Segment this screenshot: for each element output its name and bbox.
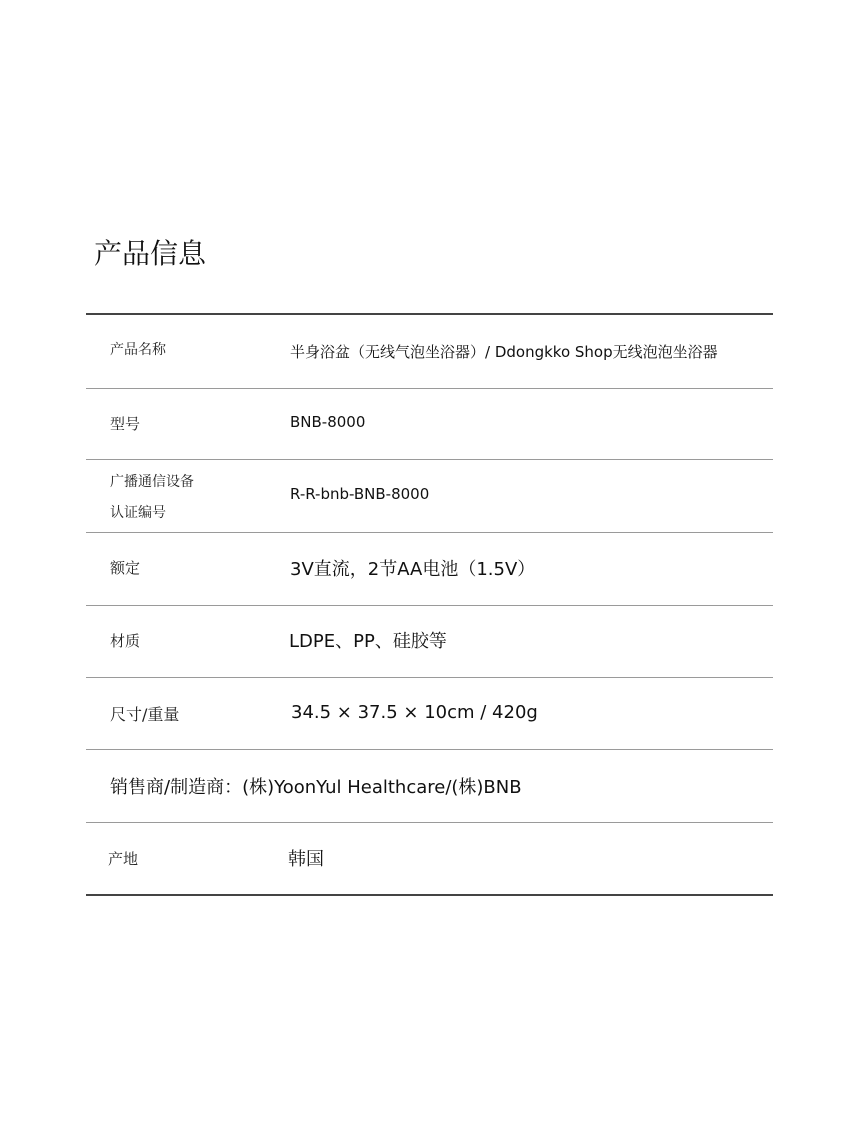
product-name-label: 产品名称 <box>110 342 166 358</box>
material-value: LDPE、PP、硅胶等 <box>289 631 447 652</box>
table-row-origin <box>86 823 773 894</box>
certification-label-line2: 认证编号 <box>110 505 166 521</box>
size-weight-label: 尺寸/重量 <box>110 705 180 724</box>
table-row-material <box>86 606 773 678</box>
table-row-rating <box>86 533 773 606</box>
table-row-model <box>86 389 773 460</box>
seller-manufacturer-text: 销售商/制造商：(株)YoonYul Healthcare/(株)BNB <box>110 777 522 798</box>
model-label: 型号 <box>110 415 141 433</box>
material-label: 材质 <box>110 632 141 650</box>
table-row-seller-manufacturer <box>86 750 773 823</box>
certification-value: R-R-bnb-BNB-8000 <box>290 485 430 503</box>
rating-label: 额定 <box>110 559 141 577</box>
product-name-value: 半身浴盆（无线气泡坐浴器）/ Ddongkko Shop无线泡泡坐浴器 <box>290 343 718 361</box>
page-title: 产品信息 <box>94 237 207 270</box>
origin-label: 产地 <box>108 850 139 868</box>
table-row-certification <box>86 460 773 533</box>
rating-value: 3V直流，2节AA电池（1.5V） <box>290 559 536 580</box>
certification-label-line1: 广播通信设备 <box>110 474 194 490</box>
table-row-product-name <box>86 315 773 389</box>
table-row-size-weight <box>86 678 773 750</box>
origin-value: 韩国 <box>288 849 324 870</box>
size-weight-value: 34.5 × 37.5 × 10cm / 420g <box>291 702 538 723</box>
model-value: BNB-8000 <box>290 413 366 431</box>
product-info-table <box>86 313 773 896</box>
certification-label <box>110 467 194 529</box>
